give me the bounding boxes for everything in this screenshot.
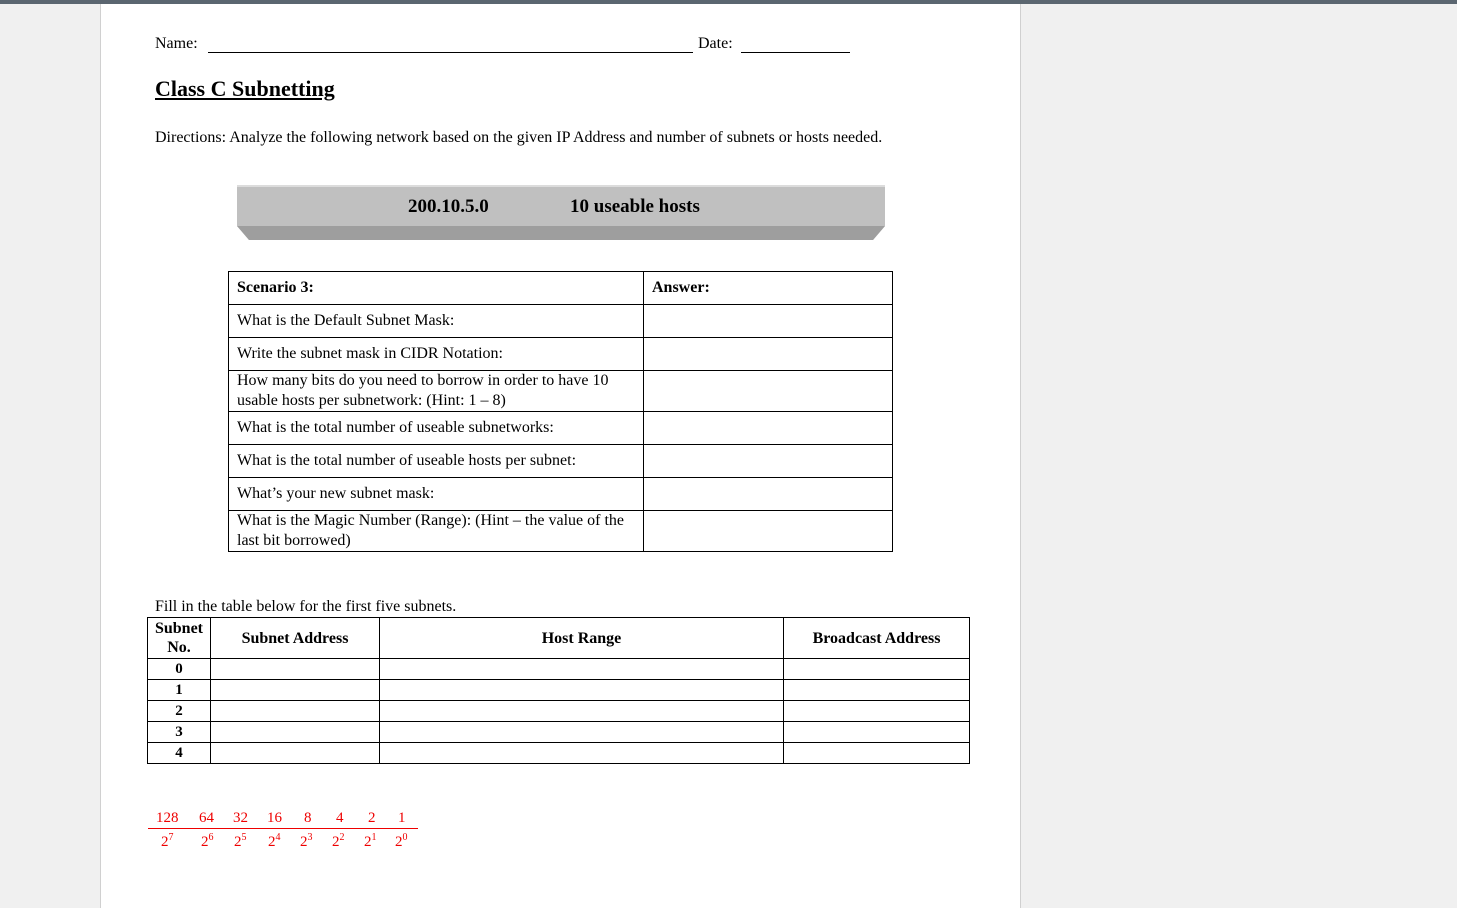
subnet-address-cell[interactable] bbox=[211, 701, 380, 722]
power-exponent: $2^7$ bbox=[161, 832, 174, 850]
subnet-number: 4 bbox=[148, 743, 211, 764]
power-value: 4 bbox=[336, 810, 344, 826]
power-exponent: $2^5$ bbox=[234, 832, 247, 850]
subnet-number: 2 bbox=[148, 701, 211, 722]
header-subnet-address: Subnet Address bbox=[211, 618, 380, 659]
host-range-cell[interactable] bbox=[380, 680, 784, 701]
broadcast-cell[interactable] bbox=[784, 743, 970, 764]
name-label: Name: bbox=[155, 35, 198, 52]
power-exponent: $2^3$ bbox=[300, 832, 313, 850]
host-range-cell[interactable] bbox=[380, 659, 784, 680]
subnet-address-cell[interactable] bbox=[211, 659, 380, 680]
table-row bbox=[148, 722, 970, 743]
date-blank bbox=[741, 52, 850, 53]
power-value: 2 bbox=[368, 810, 376, 826]
broadcast-cell[interactable] bbox=[784, 701, 970, 722]
network-banner bbox=[237, 185, 885, 240]
date-label: Date: bbox=[698, 35, 733, 52]
question-new-mask: What’s your new subnet mask: bbox=[229, 478, 644, 511]
question-magic-number: What is the Magic Number (Range): (Hint – the value of the last bit borrowed) bbox=[229, 511, 644, 552]
scenario-table bbox=[228, 271, 893, 552]
header-broadcast-address: Broadcast Address bbox=[784, 618, 970, 659]
power-value: 1 bbox=[398, 810, 406, 826]
name-blank bbox=[208, 52, 693, 53]
power-value: 32 bbox=[233, 810, 248, 826]
answer-cell[interactable] bbox=[644, 478, 893, 511]
table-row bbox=[148, 701, 970, 722]
subnet-table bbox=[147, 617, 970, 764]
power-exponent: $2^1$ bbox=[364, 832, 377, 850]
answer-cell[interactable] bbox=[644, 338, 893, 371]
header-host-range: Host Range bbox=[380, 618, 784, 659]
power-value: 64 bbox=[199, 810, 214, 826]
table-row bbox=[148, 680, 970, 701]
question-default-mask: What is the Default Subnet Mask: bbox=[229, 305, 644, 338]
answer-cell[interactable] bbox=[644, 511, 893, 552]
page-title: Class C Subnetting bbox=[155, 76, 335, 101]
subnet-number: 3 bbox=[148, 722, 211, 743]
subnet-number: 1 bbox=[148, 680, 211, 701]
fill-instruction: Fill in the table below for the first five subnets. bbox=[155, 598, 457, 615]
banner-ip: 200.10.5.0 bbox=[408, 196, 489, 217]
question-total-subnets: What is the total number of useable subnetworks: bbox=[229, 412, 644, 445]
answer-heading: Answer: bbox=[644, 272, 893, 305]
scenario-heading: Scenario 3: bbox=[229, 272, 644, 305]
document-page bbox=[100, 4, 1021, 908]
power-value: 128 bbox=[156, 810, 179, 826]
banner-shape bbox=[237, 185, 885, 240]
powers-divider bbox=[148, 828, 418, 829]
host-range-cell[interactable] bbox=[380, 701, 784, 722]
question-cidr: Write the subnet mask in CIDR Notation: bbox=[229, 338, 644, 371]
table-row bbox=[148, 659, 970, 680]
subnet-address-cell[interactable] bbox=[211, 680, 380, 701]
power-value: 8 bbox=[304, 810, 312, 826]
subnet-address-cell[interactable] bbox=[211, 743, 380, 764]
subnet-number: 0 bbox=[148, 659, 211, 680]
power-exponent: $2^6$ bbox=[201, 832, 214, 850]
subnet-address-cell[interactable] bbox=[211, 722, 380, 743]
broadcast-cell[interactable] bbox=[784, 680, 970, 701]
table-row bbox=[148, 743, 970, 764]
broadcast-cell[interactable] bbox=[784, 659, 970, 680]
host-range-cell[interactable] bbox=[380, 743, 784, 764]
power-exponent: $2^0$ bbox=[395, 832, 408, 850]
answer-cell[interactable] bbox=[644, 412, 893, 445]
power-exponent: $2^4$ bbox=[268, 832, 281, 850]
power-value: 16 bbox=[267, 810, 282, 826]
power-exponent: $2^2$ bbox=[332, 832, 345, 850]
broadcast-cell[interactable] bbox=[784, 722, 970, 743]
question-bits-borrow: How many bits do you need to borrow in order to have 10 usable hosts per subnetwork: (Hint: 1 – 8) bbox=[229, 371, 644, 412]
directions-text: Directions: Analyze the following network based on the given IP Address and number of subnets or hosts needed. bbox=[155, 129, 883, 146]
answer-cell[interactable] bbox=[644, 305, 893, 338]
host-range-cell[interactable] bbox=[380, 722, 784, 743]
banner-requirement: 10 useable hosts bbox=[570, 196, 700, 217]
header-subnet-no: Subnet No. bbox=[148, 618, 211, 659]
answer-cell[interactable] bbox=[644, 371, 893, 412]
question-hosts-per-subnet: What is the total number of useable hosts per subnet: bbox=[229, 445, 644, 478]
answer-cell[interactable] bbox=[644, 445, 893, 478]
